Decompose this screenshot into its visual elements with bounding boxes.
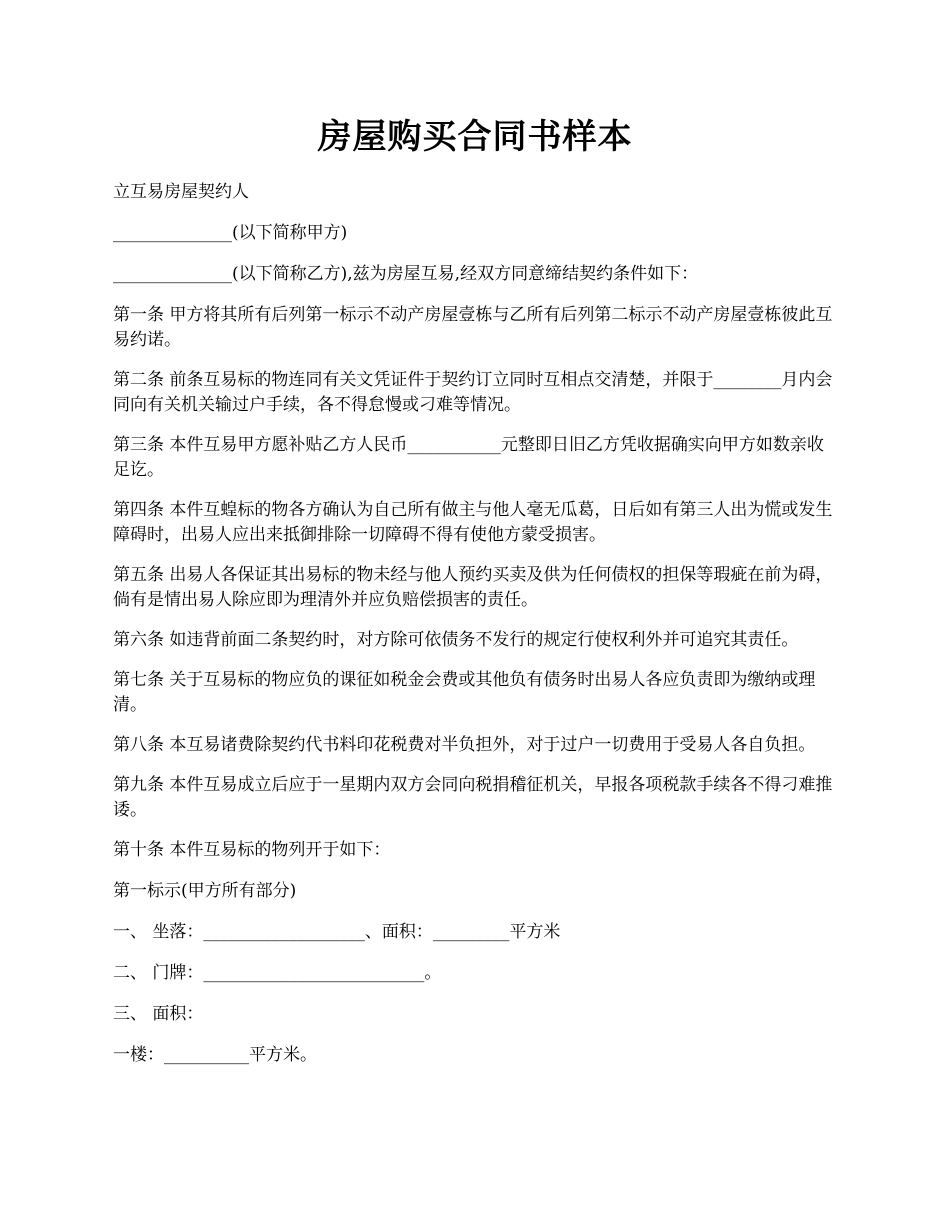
paragraph-article-8: 第八条 本互易诸费除契约代书料印花税费对半负担外，对于过户一切费用于受易人各自负担。	[113, 735, 816, 755]
paragraph-party-a: ______________(以下简称甲方)	[113, 223, 348, 243]
paragraph-article-1: 第一条 甲方将其所有后列第一标示不动产房屋壹栋与乙所有后列第二标示不动产房屋壹栋彼此互易约诺。	[113, 305, 833, 350]
paragraph-article-10: 第十条 本件互易标的物列开于如下：	[113, 840, 391, 860]
document-body	[113, 180, 838, 1084]
paragraph-door-number: 二、 门牌：__________________________。	[113, 963, 442, 983]
paragraph-article-2: 第二条 前条互易标的物连同有关文凭证件于契约订立同时互相点交清楚，并限于________月内会同向有关机关输过户手续，各不得怠慢或刁难等情况。	[113, 370, 833, 415]
paragraph-article-6: 第六条 如违背前面二条契约时，对方除可依债务不发行的规定行使权利外并可追究其责任。	[113, 630, 799, 650]
paragraph-article-9: 第九条 本件互易成立后应于一星期内双方会同向税捐稽征机关，早报各项税款手续各不得刁难推诿。	[113, 775, 833, 820]
paragraph-first-mark: 第一标示(甲方所有部分)	[113, 881, 297, 901]
paragraph-article-7: 第七条 关于互易标的物应负的课征如税金会费或其他负有债务时出易人各应负责即为缴纳或理清。	[113, 670, 816, 715]
paragraph-article-5: 第五条 出易人各保证其出易标的物未经与他人预约买卖及供为任何债权的担保等瑕疵在前为碍，倘有是情出易人除应即为理清外并应负赔偿损害的责任。	[113, 565, 833, 610]
paragraph-party-b: ______________(以下简称乙方),兹为房屋互易,经双方同意缔结契约条件如下：	[113, 264, 699, 284]
paragraph-contract-parties: 立互易房屋契约人	[113, 182, 249, 202]
paragraph-first-floor-area: 一楼：__________平方米。	[113, 1045, 317, 1065]
paragraph-article-4: 第四条 本件互蝗标的物各方确认为自己所有做主与他人毫无瓜葛，日后如有第三人出为慌或发生障碍时，出易人应出来抵御排除一切障碍不得有使他方蒙受损害。	[113, 500, 833, 545]
paragraph-location: 一、 坐落：___________________、面积：_________平方米	[113, 922, 561, 942]
document-title: 房屋购买合同书样本	[317, 117, 633, 157]
paragraph-area: 三、 面积：	[113, 1004, 204, 1024]
paragraph-article-3: 第三条 本件互易甲方愿补贴乙方人民币___________元整即日旧乙方凭收据确实向甲方如数亲收足讫。	[113, 435, 824, 480]
